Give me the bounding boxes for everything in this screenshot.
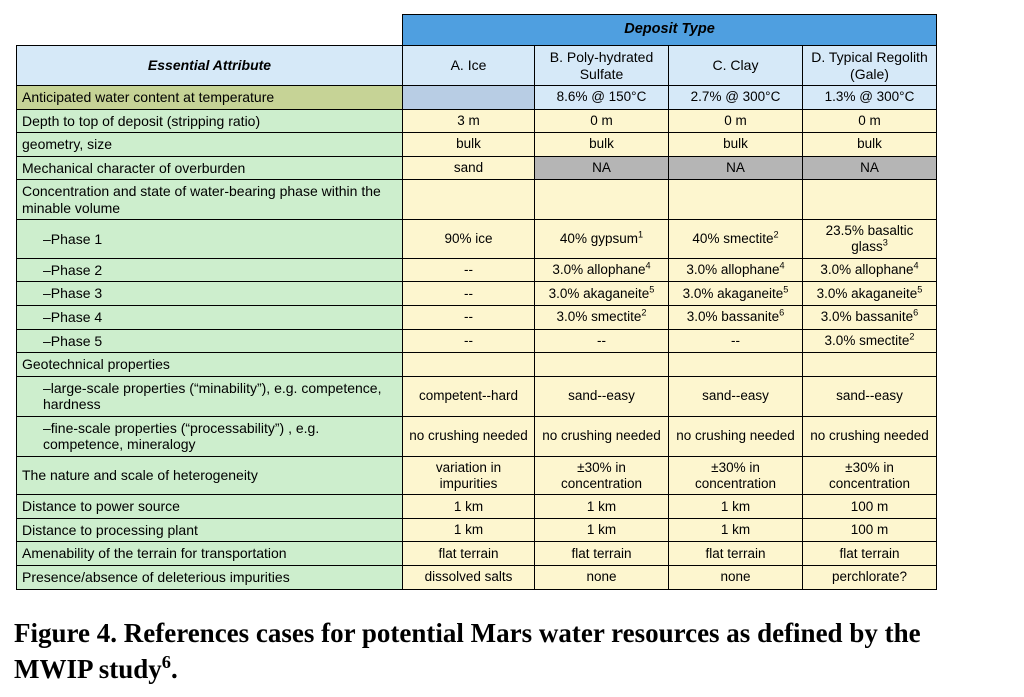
column-header: B. Poly-hydrated Sulfate (535, 46, 669, 86)
table-cell: 1 km (403, 518, 535, 542)
table-cell: 100 m (803, 495, 937, 519)
table-row (17, 416, 937, 456)
cell-text: 3.0% akaganeite (816, 285, 918, 301)
table-cell: NA (803, 156, 937, 180)
row-attribute-label: Amenability of the terrain for transportation (17, 542, 403, 566)
table-cell: ±30% in concentration (535, 456, 669, 495)
table-cell: variation in impurities (403, 456, 535, 495)
table-cell (803, 306, 937, 330)
cell-superscript: 5 (917, 284, 923, 295)
column-header: D. Typical Regolith (Gale) (803, 46, 937, 86)
table-cell: sand--easy (535, 376, 669, 416)
figure-caption (14, 616, 1004, 687)
cell-text: 40% gypsum (559, 231, 638, 247)
cell-superscript: 3 (882, 237, 888, 248)
cell-text: 3.0% akaganeite (548, 285, 650, 301)
table-cell: -- (403, 258, 535, 282)
table-cell: no crushing needed (403, 416, 535, 456)
table-cell: 0 m (535, 109, 669, 133)
table-cell (535, 353, 669, 377)
table-cell (669, 353, 803, 377)
table-cell (535, 220, 669, 259)
row-attribute-label: Distance to power source (17, 495, 403, 519)
table-cell (403, 353, 535, 377)
cell-superscript: 4 (645, 260, 651, 271)
row-attribute-label: Distance to processing plant (17, 518, 403, 542)
table-cell (669, 220, 803, 259)
table-cell: sand (403, 156, 535, 180)
table-cell: no crushing needed (535, 416, 669, 456)
table-cell (803, 258, 937, 282)
table-cell: bulk (535, 133, 669, 157)
column-header: C. Clay (669, 46, 803, 86)
table-cell: 1 km (403, 495, 535, 519)
table-cell: bulk (669, 133, 803, 157)
table-row (17, 353, 937, 377)
table-cell: -- (669, 329, 803, 353)
table-row (17, 156, 937, 180)
table-cell (669, 180, 803, 220)
cell-superscript: 2 (641, 307, 647, 318)
table-cell: NA (535, 156, 669, 180)
cell-text: 3.0% allophane (820, 262, 914, 278)
cell-superscript: 6 (779, 307, 785, 318)
table-cell (403, 180, 535, 220)
table-cell (803, 180, 937, 220)
table-cell (535, 282, 669, 306)
cell-text: 3.0% akaganeite (682, 285, 784, 301)
table-cell: sand--easy (669, 376, 803, 416)
table-cell: -- (403, 282, 535, 306)
table-cell: ±30% in concentration (669, 456, 803, 495)
table-row (17, 329, 937, 353)
table-row (17, 282, 937, 306)
table-cell: 3 m (403, 109, 535, 133)
table-cell: 0 m (803, 109, 937, 133)
table-row (17, 133, 937, 157)
table-cell: 1.3% @ 300°C (803, 86, 937, 110)
table-cell (535, 180, 669, 220)
table-cell: dissolved salts (403, 566, 535, 590)
table-cell: -- (403, 329, 535, 353)
table-row (17, 220, 937, 259)
row-attribute-label: Concentration and state of water-bearing phase within the minable volume (17, 180, 403, 220)
table-cell: 2.7% @ 300°C (669, 86, 803, 110)
table-cell: 1 km (535, 495, 669, 519)
row-attribute-label: –Phase 2 (17, 258, 403, 282)
row-attribute-label: –fine-scale properties (“processability”) , e.g. competence, mineralogy (17, 416, 403, 456)
table-cell: 1 km (535, 518, 669, 542)
table-row (17, 518, 937, 542)
cell-text: 3.0% smectite (824, 332, 910, 348)
cell-text: 3.0% smectite (556, 309, 642, 325)
table-cell: 1 km (669, 518, 803, 542)
table-cell: competent--hard (403, 376, 535, 416)
table-cell: NA (669, 156, 803, 180)
table-row (17, 456, 937, 495)
table-cell (535, 258, 669, 282)
table-cell: ±30% in concentration (803, 456, 937, 495)
cell-superscript: 2 (909, 331, 915, 342)
table-row (17, 180, 937, 220)
table-row (17, 376, 937, 416)
cell-text: 23.5% basaltic glass (825, 223, 914, 255)
table-cell: 0 m (669, 109, 803, 133)
column-header: A. Ice (403, 46, 535, 86)
table-body (17, 15, 937, 590)
table-row (17, 86, 937, 110)
table-cell: 8.6% @ 150°C (535, 86, 669, 110)
table-cell: -- (403, 306, 535, 330)
row-attribute-label: The nature and scale of heterogeneity (17, 456, 403, 495)
cell-superscript: 1 (637, 229, 644, 240)
corner-blank-cell (17, 15, 403, 46)
table-cell: -- (535, 329, 669, 353)
cell-text: 40% smectite (692, 231, 774, 247)
table-row (17, 109, 937, 133)
table-cell (403, 86, 535, 110)
table-cell: flat terrain (669, 542, 803, 566)
row-attribute-label: –Phase 5 (17, 329, 403, 353)
table-row (17, 258, 937, 282)
cell-text: 3.0% allophane (552, 262, 646, 278)
table-cell (803, 220, 937, 259)
row-attribute-label: geometry, size (17, 133, 403, 157)
table-cell: flat terrain (403, 542, 535, 566)
column-header-row (17, 46, 937, 86)
table-cell (803, 329, 937, 353)
caption-text-after: . (170, 653, 178, 684)
row-attribute-label: –large-scale properties (“minability”), e.g. competence, hardness (17, 376, 403, 416)
table-cell: flat terrain (535, 542, 669, 566)
cell-superscript: 5 (783, 284, 789, 295)
table-cell (803, 353, 937, 377)
row-attribute-label: Anticipated water content at temperature (17, 86, 403, 110)
table-cell: none (535, 566, 669, 590)
table-cell: none (669, 566, 803, 590)
table-cell: bulk (803, 133, 937, 157)
cell-text: 3.0% allophane (686, 262, 780, 278)
row-attribute-label: Depth to top of deposit (stripping ratio) (17, 109, 403, 133)
table-row (17, 566, 937, 590)
table-cell: bulk (403, 133, 535, 157)
caption-text-before: Figure 4. References cases for potential Mars water resources as defined by the MWIP study (14, 618, 921, 684)
row-attribute-label: –Phase 3 (17, 282, 403, 306)
cell-superscript: 4 (779, 260, 785, 271)
deposit-type-header: Deposit Type (403, 15, 937, 46)
cell-superscript: 5 (649, 284, 655, 295)
table-row (17, 306, 937, 330)
row-attribute-label: –Phase 1 (17, 220, 403, 259)
table-row (17, 495, 937, 519)
table-cell: flat terrain (803, 542, 937, 566)
table-cell (803, 282, 937, 306)
table-cell: no crushing needed (803, 416, 937, 456)
table-cell (669, 306, 803, 330)
table-cell (669, 258, 803, 282)
mars-water-resources-table (16, 14, 937, 590)
row-attribute-label: Mechanical character of overburden (17, 156, 403, 180)
cell-superscript: 2 (773, 229, 779, 240)
cell-superscript: 6 (913, 307, 919, 318)
table-cell (669, 282, 803, 306)
caption-superscript: 6 (161, 651, 171, 672)
essential-attribute-header: Essential Attribute (17, 46, 403, 86)
deposit-type-header-row (17, 15, 937, 46)
cell-text: 3.0% bassanite (820, 309, 914, 325)
table-cell: 100 m (803, 518, 937, 542)
cell-superscript: 4 (913, 260, 919, 271)
table-cell: 1 km (669, 495, 803, 519)
table-cell: perchlorate? (803, 566, 937, 590)
table-cell: 90% ice (403, 220, 535, 259)
row-attribute-label: Geotechnical properties (17, 353, 403, 377)
table-cell: sand--easy (803, 376, 937, 416)
table-cell: no crushing needed (669, 416, 803, 456)
table-cell (535, 306, 669, 330)
table-row (17, 542, 937, 566)
cell-text: 3.0% bassanite (686, 309, 780, 325)
row-attribute-label: –Phase 4 (17, 306, 403, 330)
row-attribute-label: Presence/absence of deleterious impurities (17, 566, 403, 590)
